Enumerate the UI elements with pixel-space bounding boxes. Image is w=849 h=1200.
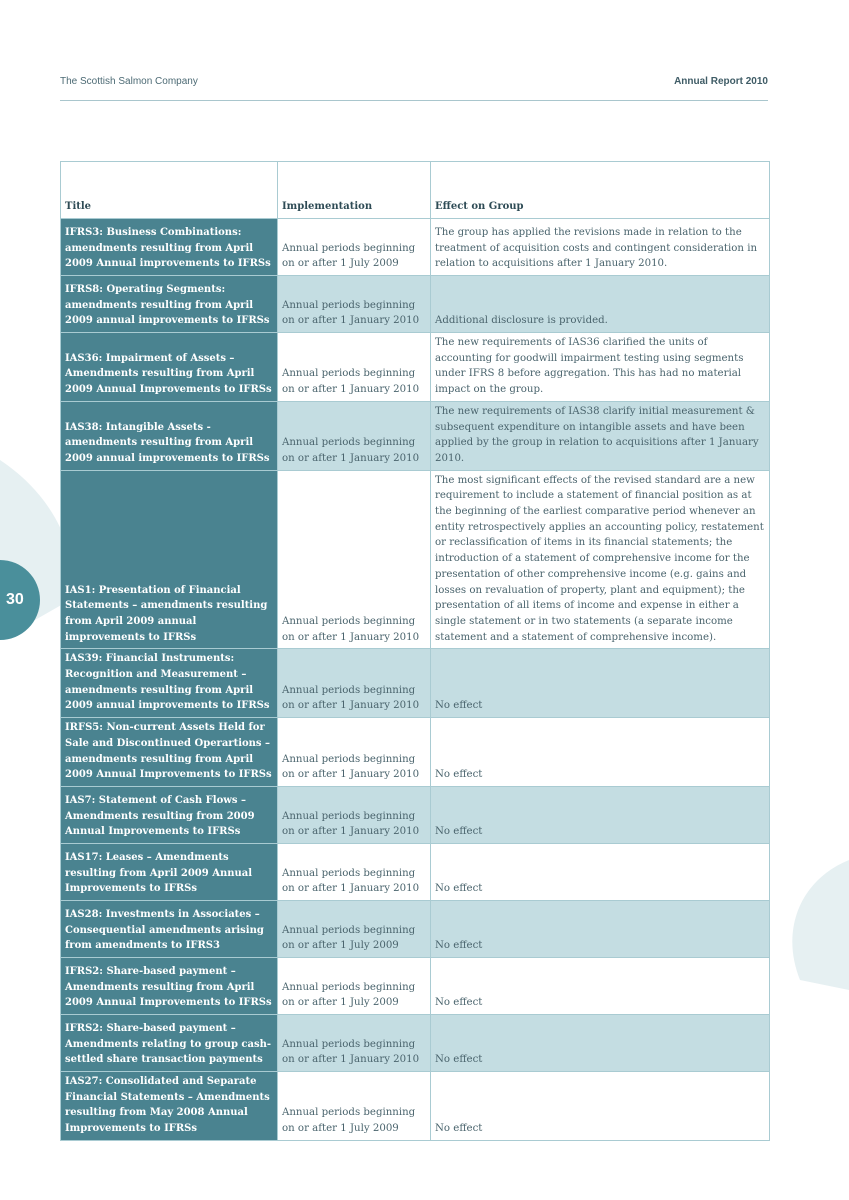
cell-implementation: Annual periods beginning on or after 1 January 2010 (278, 333, 431, 402)
table-row (61, 219, 770, 276)
cell-title: IAS28: Investments in Associates – Consequential amendments arising from amendments to IFRS3 (61, 900, 278, 957)
page-number: 30 (0, 560, 40, 640)
cell-implementation: Annual periods beginning on or after 1 January 2010 (278, 786, 431, 843)
table-row (61, 1071, 770, 1140)
cell-title: IFRS3: Business Combinations: amendments resulting from April 2009 Annual improvements to IFRSs (61, 219, 278, 276)
cell-title: IAS17: Leases – Amendments resulting from April 2009 Annual Improvements to IFRSs (61, 843, 278, 900)
cell-effect: The most significant effects of the revised standard are a new requirement to include a statement of financial position as at the beginning of the earliest comparative period whenever an entity retrospectively applies an accounting policy, restatement or reclassification of items in its financial statements; the introduction of a statement of comprehensive income for the presentation of other comprehensive income (e.g. gains and losses on revaluation of property, plant and equipment); the presentation of all items of income and expense in either a single statement or in two statements (a separate income statement and a statement of comprehensive income). (431, 470, 770, 649)
table-row (61, 276, 770, 333)
cell-effect: No effect (431, 649, 770, 718)
cell-title: IFRS8: Operating Segments: amendments resulting from April 2009 annual improvements to IFRSs (61, 276, 278, 333)
cell-implementation: Annual periods beginning on or after 1 July 2009 (278, 219, 431, 276)
ifrs-table (60, 161, 770, 1141)
cell-title: IAS7: Statement of Cash Flows – Amendments resulting from 2009 Annual Improvements to IFRSs (61, 786, 278, 843)
cell-implementation: Annual periods beginning on or after 1 January 2010 (278, 470, 431, 649)
cell-title: IAS1: Presentation of Financial Statements – amendments resulting from April 2009 annual improvements to IFRSs (61, 470, 278, 649)
cell-effect: The group has applied the revisions made in relation to the treatment of acquisition costs and contingent consideration in relation to acquisitions after 1 January 2010. (431, 219, 770, 276)
cell-effect: The new requirements of IAS36 clarified the units of accounting for goodwill impairment testing using segments under IFRS 8 before aggregation. This has had no material impact on the group. (431, 333, 770, 402)
cell-title: IAS38: Intangible Assets - amendments resulting from April 2009 annual improvements to IFRSs (61, 401, 278, 470)
cell-implementation: Annual periods beginning on or after 1 January 2010 (278, 718, 431, 787)
cell-title: IFRS2: Share-based payment – Amendments relating to group cash-settled share transaction payments (61, 1014, 278, 1071)
cell-effect: No effect (431, 957, 770, 1014)
column-header-implementation: Implementation (278, 162, 431, 219)
table-row (61, 718, 770, 787)
cell-implementation: Annual periods beginning on or after 1 July 2009 (278, 957, 431, 1014)
cell-effect: No effect (431, 718, 770, 787)
cell-effect: No effect (431, 1071, 770, 1140)
table-row (61, 786, 770, 843)
cell-implementation: Annual periods beginning on or after 1 January 2010 (278, 1014, 431, 1071)
column-header-effect: Effect on Group (431, 162, 770, 219)
table-row (61, 649, 770, 718)
table-row (61, 843, 770, 900)
cell-implementation: Annual periods beginning on or after 1 January 2010 (278, 649, 431, 718)
company-name: The Scottish Salmon Company (60, 76, 198, 87)
cell-implementation: Annual periods beginning on or after 1 January 2010 (278, 276, 431, 333)
report-title: Annual Report 2010 (674, 76, 768, 87)
cell-effect: Additional disclosure is provided. (431, 276, 770, 333)
column-header-title: Title (61, 162, 278, 219)
cell-title: IFRS2: Share-based payment – Amendments resulting from April 2009 Annual Improvements to IFRSs (61, 957, 278, 1014)
cell-effect: No effect (431, 843, 770, 900)
table-row (61, 470, 770, 649)
table-row (61, 900, 770, 957)
cell-title: IAS27: Consolidated and Separate Financial Statements – Amendments resulting from May 2008 Annual Improvements to IFRSs (61, 1071, 278, 1140)
cell-effect: No effect (431, 786, 770, 843)
cell-implementation: Annual periods beginning on or after 1 January 2010 (278, 843, 431, 900)
table-row (61, 1014, 770, 1071)
cell-effect: No effect (431, 900, 770, 957)
cell-title: IRFS5: Non-current Assets Held for Sale and Discontinued Operartions – amendments resulting from April 2009 Annual Improvements to IFRSs (61, 718, 278, 787)
table-body (61, 219, 770, 1141)
cell-effect: No effect (431, 1014, 770, 1071)
cell-implementation: Annual periods beginning on or after 1 July 2009 (278, 1071, 431, 1140)
cell-implementation: Annual periods beginning on or after 1 July 2009 (278, 900, 431, 957)
table-row (61, 957, 770, 1014)
cell-effect: The new requirements of IAS38 clarify initial measurement & subsequent expenditure on intangible assets and have been applied by the group in relation to acquisitions after 1 January 2010. (431, 401, 770, 470)
table-row (61, 401, 770, 470)
cell-implementation: Annual periods beginning on or after 1 January 2010 (278, 401, 431, 470)
table-row (61, 333, 770, 402)
page-header (60, 76, 768, 101)
cell-title: IAS36: Impairment of Assets – Amendments resulting from April 2009 Annual Improvements to IFRSs (61, 333, 278, 402)
cell-title: IAS39: Financial Instruments: Recognition and Measurement – amendments resulting from April 2009 annual improvements to IFRSs (61, 649, 278, 718)
